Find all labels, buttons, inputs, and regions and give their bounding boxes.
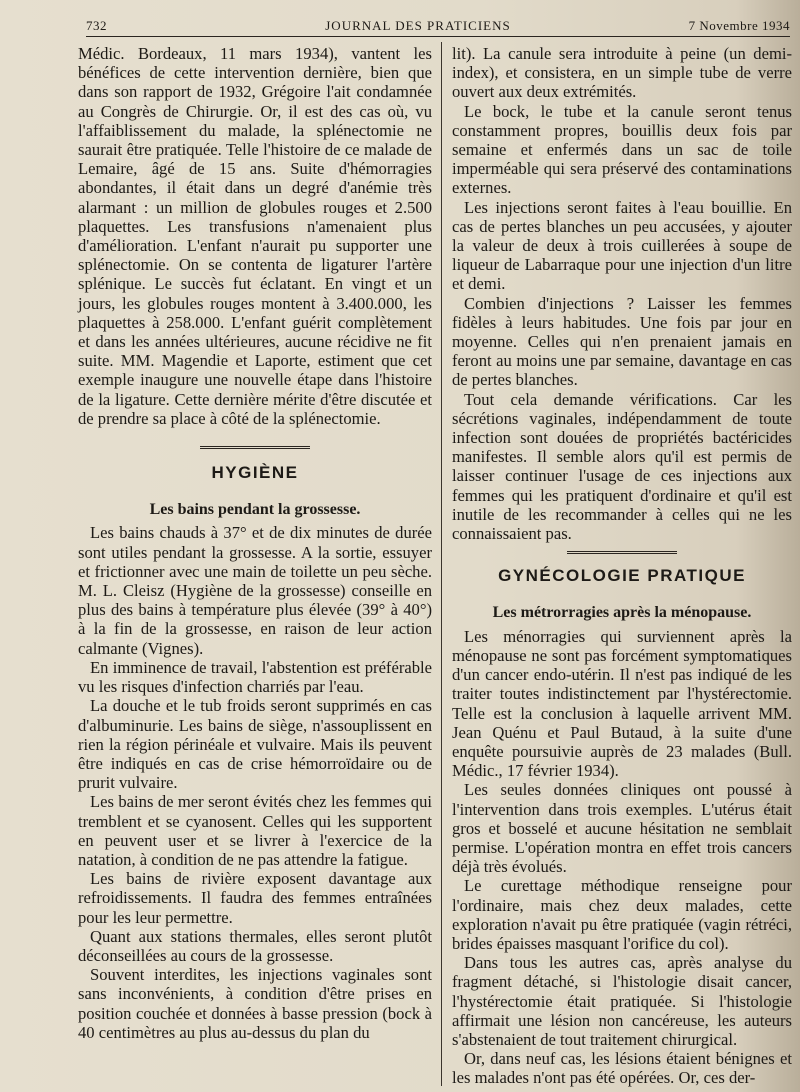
section-title-gynecologie: GYNÉCOLOGIE PRATIQUE	[498, 566, 746, 586]
column-divider	[441, 42, 442, 1086]
paragraph: Le curettage méthodique renseigne pour l'ordinaire, mais chez deux malades, cette exploration n'avait pu être pratiquée (vagin rétréci, brides épaisses masquant l'orifice du col).	[452, 876, 792, 953]
paragraph: En imminence de travail, l'abstention est préférable vu les risques d'infection charriés par l'eau.	[78, 657, 432, 697]
paragraph: Dans tous les autres cas, après analyse du fragment détaché, si l'histologie disait cancer, l'hystérectomie était pratiquée. Si l'histologie affirmait une lésion non cancéreuse, les auteurs s'abstenaient de tout traitement chirurgical.	[452, 953, 792, 1049]
paragraph: Les seules données cliniques ont poussé à l'intervention dans trois exemples. L'utérus était gros et bosselé et aucune hésitation ne semblait permise. L'opération montra en effet trois cancers déjà très évolués.	[452, 780, 792, 877]
paragraph: Tout cela demande vérifications. Car les sécrétions vaginales, indépendamment de toute infection sont douées de propriétés bactéricides manifestes. Il semble alors qu'il est permis de laisser continuer l'usage de ces injections aux femmes qui les pratiquent d'ordinaire et qu'il est inutile de les recommander à celles qui ne les connaissaient pas.	[452, 389, 792, 544]
journal-title: JOURNAL DES PRATICIENS	[325, 18, 511, 33]
paragraph: Le bock, le tube et la canule seront tenus constamment propres, bouillis deux fois par semaine et enfermés dans un sac de toile imperméable qui sera préservé des contaminations externes.	[452, 101, 792, 198]
article-title: Les bains pendant la grossesse.	[149, 501, 361, 519]
left-column	[78, 44, 432, 1042]
article-title: Les métrorragies après la ménopause.	[492, 604, 752, 622]
paragraph: Combien d'injections ? Laisser les femmes fidèles à leurs habitudes. Une fois par jour en moyenne. Celles qui n'en prenaient jamais en feront au moins une par semaine, davantage en cas de pertes blanches.	[452, 293, 792, 390]
paragraph: Les bains de mer seront évités chez les femmes qui tremblent et se cyanosent. Celles qui les supportent en peuvent user et se livrer à l'exercice de la natation, à condition de ne pas attendre la fatigue.	[78, 792, 432, 869]
header-rule	[86, 36, 790, 37]
page-number: 732	[86, 18, 107, 33]
paragraph: La douche et le tub froids seront supprimés en cas d'albuminurie. Les bains de siège, n'assouplissent en rien la région périnéale et vulvaire. Mais ils peuvent être indiqués en cas de crise hémorroïdaire ou de prurit vulvaire.	[78, 696, 432, 793]
paragraph: Les injections seront faites à l'eau bouillie. En cas de pertes blanches un peu accusées, y ajouter la valeur de deux à trois cuillerées à soupe de liqueur de Labarraque pour une injection d'un litre et demi.	[452, 197, 792, 294]
paragraph: Quant aux stations thermales, elles seront plutôt déconseillées au cours de la grossesse.	[78, 926, 432, 965]
page-header	[86, 14, 790, 36]
paragraph: Médic. Bordeaux, 11 mars 1934), vantent les bénéfices de cette intervention dernière, bien que dans son rapport de 1932, Grégoire l'ait condamnée au Congrès de Chirurgie. Or, il est des cas où, vu l'affaiblissement du malade, la splénectomie ne saurait être pratiquée. Telle l'histoire de ce malade de Lemaire, âgé de 15 ans. Suite d'hémorragies abondantes, il était dans un degré d'anémie très alarmant : un million de globules rouges et 2.500 plaquettes. Les transfusions n'amenaient plus d'amélioration. L'enfant n'aurait pu supporter une splénectomie. On se contenta de ligaturer l'artère splénique. Le succès fut éclatant. En vingt et un jours, les globules rouges montent à 3.400.000, les plaquettes à 258.000. L'enfant guérit complètement et dans les années ultérieures, aucune récidive ne fit suite. MM. Magendie et Laporte, estiment que cet exemple inaugure une nouvelle étape dans l'histoire de la ligature. Cette dernière mérite d'être discutée et de prendre sa place à côté de la splénectomie.	[78, 44, 432, 428]
right-column	[452, 44, 792, 1088]
section-title-hygiene: HYGIÈNE	[211, 463, 299, 483]
section-separator	[200, 446, 310, 451]
paragraph: Les bains chauds à 37° et de dix minutes de durée sont utiles pendant la grossesse. A la sortie, essuyer et frictionner avec une main de toilette un peu sèche. M. L. Cleisz (Hygiène de la grossesse) conseille en plus des bains à température plus élevée (39° à 40°) à la fin de la grossesse, en raison de leur action calmante (Vignes).	[78, 523, 432, 658]
paragraph: Souvent interdites, les injections vaginales sont sans inconvénients, à condition d'être prises en position couchée et données à basse pression (bock à 40 centimètres au plus au-dessus du plan du	[78, 965, 432, 1042]
paragraph: Or, dans neuf cas, les lésions étaient bénignes et les malades n'ont pas été opérées. Or, ces der-	[452, 1049, 792, 1088]
paragraph: Les ménorragies qui surviennent après la ménopause ne sont pas forcément symptomatiques d'un cancer endo-utérin. Il n'est pas indiqué de les traiter toutes indistinctement par l'hystérectomie. Telle est la conclusion à laquelle arrivent MM. Jean Quénu et Paul Butaud, à la suite d'une enquête poursuivie auprès de 23 malades (Bull. Médic., 17 février 1934).	[452, 626, 792, 781]
paragraph: Les bains de rivière exposent davantage aux refroidissements. Il faudra des femmes entraînées pour les leur permettre.	[78, 869, 432, 927]
paragraph: lit). La canule sera introduite à peine (un demi-index), et consistera, en un simple tube de verre ouvert aux deux extrémités.	[452, 44, 792, 102]
section-separator	[567, 551, 677, 556]
issue-date: 7 Novembre 1934	[688, 18, 790, 33]
